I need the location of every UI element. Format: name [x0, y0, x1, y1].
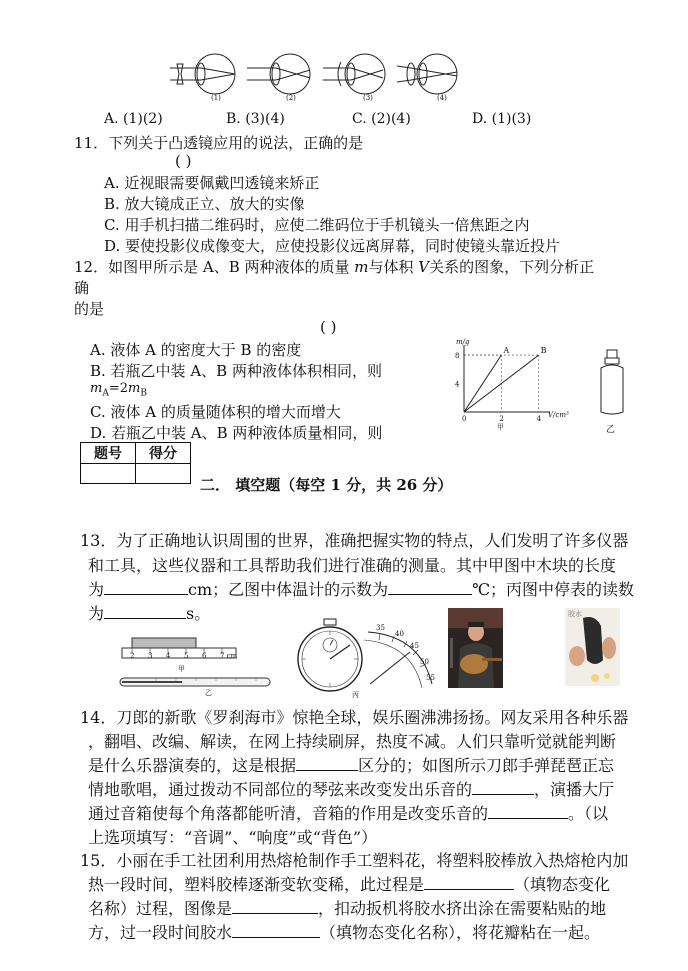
q10-option-a[interactable]: A. (1)(2): [104, 111, 163, 127]
glue-photo-label: 胶水: [568, 610, 582, 618]
q12-option-d[interactable]: D. 若瓶乙中装 A、B 两种液体质量相同，则: [90, 424, 383, 442]
q14-line2: ，翻唱、改编、解读，在网上持续刷屏，热度不减。人们只靠听觉就能判断: [88, 732, 617, 751]
q12-option-a[interactable]: A. 液体 A 的密度大于 B 的密度: [90, 341, 302, 359]
q12-option-b[interactable]: B. 若瓶乙中装 A、B 两种液体体积相同，则: [90, 362, 382, 380]
stopwatch-caption: 丙: [352, 691, 359, 699]
ruler-tick-4: 4: [166, 652, 171, 660]
q12-answer-blank[interactable]: ( ): [320, 318, 337, 336]
eye-label-3: (3): [363, 94, 373, 102]
y-tick-8: 8: [455, 352, 460, 361]
dial-number-40: 40: [395, 630, 404, 638]
q12-option-c[interactable]: C. 液体 A 的质量随体积的增大而增大: [90, 403, 341, 421]
q13-line4: 为 s。: [88, 604, 211, 623]
dial-number-50: 50: [420, 658, 429, 666]
q14-blank-loudness[interactable]: [488, 804, 568, 819]
q13-blank-length[interactable]: [104, 580, 188, 595]
bottle-caption: 乙: [606, 425, 616, 435]
ruler-with-block: [118, 636, 240, 666]
q14-line3: 是什么乐器演奏的，这是根据 区分的；如图所示刀郎手弹琵琶正忘: [88, 756, 615, 775]
chart-ylabel: m/g: [456, 338, 470, 346]
q13-line2: 和工具，这些仪器和工具帮助我们进行准确的测量。其中甲图中木块的长度: [88, 556, 617, 575]
q14-blank-timbre[interactable]: [296, 756, 358, 771]
score-table-header-score: 得分: [136, 443, 191, 464]
stopwatch-icon: [290, 617, 370, 693]
q13-line3: 为 cm；乙图中体温计的示数为 ℃；丙图中停表的读数: [88, 580, 635, 599]
q11-option-a[interactable]: A. 近视眼需要佩戴凹透镜来矫正: [104, 174, 320, 192]
q15-blank-melting[interactable]: [424, 875, 514, 890]
ruler-tick-7: 7 cm: [220, 652, 238, 660]
singer-photo: [448, 608, 503, 688]
wooden-block: [132, 638, 196, 648]
q15-line1: 15．小丽在手工社团利用热熔枪制作手工塑料花，将塑料胶棒放入热熔枪内加: [80, 851, 629, 870]
ruler-tick-3: 3: [148, 652, 153, 660]
q14-line4: 情地歌唱，通过拨动不同部位的琴弦来改变发出乐音的 ，演播大厅: [88, 780, 615, 799]
series-line-A: [464, 355, 501, 412]
eye-label-2: (2): [286, 94, 296, 102]
eye-diagram-4: [397, 54, 457, 94]
ruler-tick-6: 6: [202, 652, 207, 660]
ruler-tick-2: 2: [130, 652, 135, 660]
eye-diagram-1: [170, 54, 235, 94]
q10-option-d[interactable]: D. (1)(3): [472, 111, 532, 127]
q13-blank-temperature[interactable]: [388, 580, 472, 595]
eye-label-1: (1): [211, 94, 221, 102]
score-table-cell-number[interactable]: [81, 464, 136, 484]
q15-line2: 热一段时间，塑料胶棒逐渐变软变稀，此过程是 （填物态变化: [88, 875, 611, 894]
q14-line1: 14．刀郎的新歌《罗刹海市》惊艳全球，娱乐圈沸沸扬扬。网友采用各种乐器: [80, 708, 629, 727]
q13-line1: 13．为了正确地认识周围的世界，准确把握实物的特点，人们发明了许多仪器: [80, 531, 629, 550]
q10-option-c[interactable]: C. (2)(4): [352, 111, 411, 127]
chart-xlabel: V/cm³: [548, 411, 569, 419]
chart-caption: 甲: [497, 423, 504, 431]
q11-option-d[interactable]: D. 要使投影仪成像变大，应使投影仪远离屏幕，同时使镜头靠近投片: [104, 237, 561, 255]
ruler-caption: 甲: [178, 665, 185, 673]
q11-option-b[interactable]: B. 放大镜成正立、放大的实像: [104, 195, 305, 213]
y-tick-4: 4: [455, 380, 460, 389]
series-label-A: A: [503, 346, 510, 356]
mass-volume-chart: [450, 340, 560, 435]
q11-stem: 11．下列关于凸透镜应用的说法，正确的是: [74, 134, 364, 152]
dial-number-45: 45: [410, 642, 419, 650]
q15-line3: 名称）过程，图像是 ，扣动扳机将胶水挤出涂在需要粘贴的地: [88, 899, 607, 918]
q12-stem-line1: 12．如图甲所示是 A、B 两种液体的质量 m与体积 V关系的图象，下列分析正: [74, 258, 595, 276]
score-table-header-number: 题号: [81, 443, 136, 464]
q13-blank-time[interactable]: [104, 604, 186, 619]
x-tick-4: 4: [536, 415, 542, 423]
eye-diagrams: [165, 48, 465, 108]
series-label-B: B: [540, 346, 547, 356]
ruler-tick-5: 5: [184, 652, 189, 660]
x-tick-0: 0: [462, 415, 467, 423]
q11-option-c[interactable]: C. 用手机扫描二维码时，应使二维码位于手机镜头一倍焦距之内: [104, 216, 530, 234]
q11-answer-blank[interactable]: ( ): [175, 152, 192, 170]
dial-number-35: 35: [376, 624, 385, 632]
score-table-cell-score[interactable]: [136, 464, 191, 484]
thermometer-caption: 乙: [205, 689, 212, 697]
dial-number-55: 55: [426, 674, 435, 682]
score-table: [80, 442, 191, 484]
q14-line6: 上选项填写：“音调”、“响度”或“背色”）: [88, 828, 378, 847]
q15-blank-graph[interactable]: [232, 899, 318, 914]
glue-gun-photo: [565, 608, 620, 686]
eye-label-4: (4): [437, 94, 447, 102]
eye-diagram-3: [323, 54, 385, 94]
ruler: [122, 648, 236, 658]
q10-option-b[interactable]: B. (3)(4): [226, 111, 285, 127]
bottle-icon: [597, 348, 627, 418]
q14-blank-pitch[interactable]: [472, 780, 534, 795]
x-tick-2: 2: [499, 415, 504, 423]
q12-stem-line3: 的是: [74, 300, 105, 318]
q14-line5: 通过音箱使每个角落都能听清，音箱的作用是改变乐音的 。（以: [88, 804, 609, 823]
section2-title: 二． 填空题（每空 1 分，共 26 分）: [200, 476, 453, 494]
eye-diagram-2: [247, 54, 310, 94]
q12-formula: $m_A=2m_B$: [90, 381, 147, 399]
q15-line4: 方，过一段时间胶水 （填物态变化名称），将花瓣粘在一起。: [88, 923, 601, 942]
q12-stem-line2: 确: [74, 279, 90, 297]
thermometer: [116, 672, 276, 692]
q15-blank-solidifying[interactable]: [232, 923, 320, 938]
